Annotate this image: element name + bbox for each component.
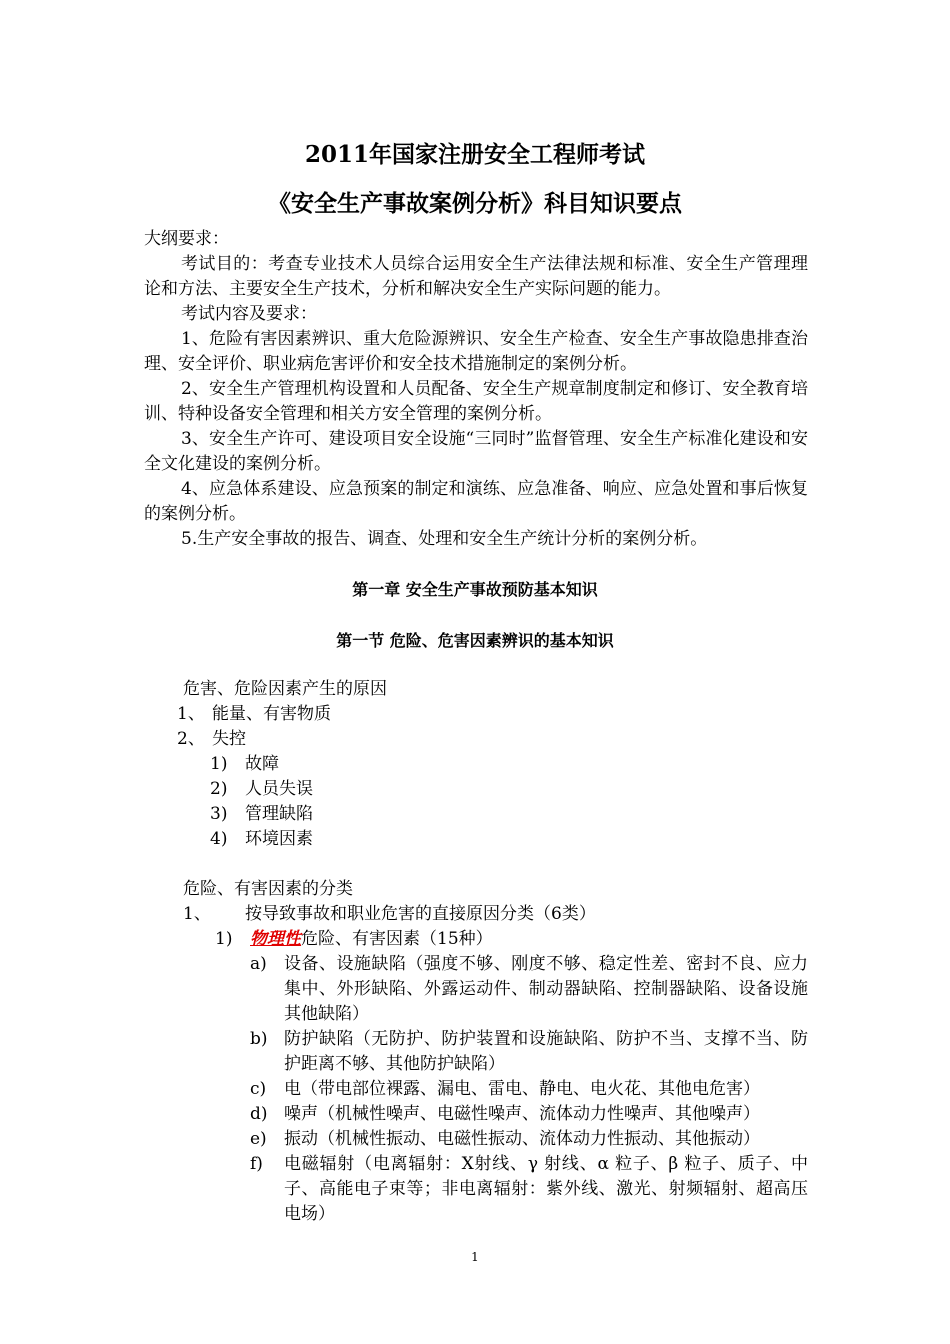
requirement-3: 3、安全生产许可、建设项目安全设施“三同时”监督管理、安全生产标准化建设和安全文化建设的案例分析。: [144, 429, 808, 474]
letter-item: 设备、设施缺陷（强度不够、刚度不够、稳定性差、密封不良、应力集中、外形缺陷、外露运动件、制动器缺陷、控制器缺陷、设备设施其他缺陷）: [284, 954, 808, 1024]
sub-item: 故障: [245, 754, 279, 774]
letter-item: 防护缺陷（无防护、防护装置和设施缺陷、防护不当、支撑不当、防护距离不够、其他防护缺陷）: [284, 1029, 808, 1074]
letter-item-number: a): [250, 954, 267, 974]
letter-item: 电（带电部位裸露、漏电、雷电、静电、电火花、其他电危害）: [284, 1079, 760, 1099]
sub-item: 环境因素: [245, 829, 313, 849]
list-item-number: 1、: [183, 904, 211, 924]
list-item: 按导致事故和职业危害的直接原因分类（6类）: [245, 904, 596, 924]
exam-purpose: 考试目的：考查专业技术人员综合运用安全生产法律法规和标准、安全生产管理理论和方法、主要安全生产技术，分析和解决安全生产实际问题的能力。: [144, 254, 808, 299]
document-subtitle: 《安全生产事故案例分析》科目知识要点: [268, 190, 682, 217]
classification-heading: 危险、有害因素的分类: [183, 879, 353, 899]
letter-item: 电磁辐射（电离辐射：X射线、γ 射线、α 粒子、β 粒子、质子、中子、高能电子束等；非电离辐射：紫外线、激光、射频辐射、超高压电场）: [284, 1154, 808, 1224]
sub-item: [250, 927, 493, 952]
outline-label: 大纲要求：: [144, 229, 229, 249]
sub-item-number: 4): [210, 829, 228, 849]
letter-item-number: d): [250, 1104, 268, 1124]
requirement-1: 1、危险有害因素辨识、重大危险源辨识、安全生产检查、安全生产事故隐患排查治理、安全评价、职业病危害评价和安全技术措施制定的案例分析。: [144, 329, 808, 374]
sub-item-number: 2): [210, 779, 228, 799]
content-label: 考试内容及要求：: [181, 304, 317, 324]
section-heading: 第一节 危险、危害因素辨识的基本知识: [336, 631, 614, 650]
sub-item: 人员失误: [245, 779, 313, 799]
requirement-2: 2、安全生产管理机构设置和人员配备、安全生产规章制度制定和修订、安全教育培训、特种设备安全管理和相关方安全管理的案例分析。: [144, 379, 808, 424]
chapter-heading: 第一章 安全生产事故预防基本知识: [352, 580, 598, 599]
document-title: 2011年国家注册安全工程师考试: [304, 141, 645, 168]
sub-item-rest: 危险、有害因素（15种）: [301, 929, 493, 949]
letter-item-number: c): [250, 1079, 267, 1099]
requirement-5: 5.生产安全事故的报告、调查、处理和安全生产统计分析的案例分析。: [181, 529, 708, 549]
causes-heading: 危害、危险因素产生的原因: [183, 679, 387, 699]
letter-item-number: e): [250, 1129, 267, 1149]
letter-item-number: b): [250, 1029, 268, 1049]
requirement-4: 4、应急体系建设、应急预案的制定和演练、应急准备、响应、应急处置和事后恢复的案例分析。: [144, 479, 808, 524]
list-item: 失控: [212, 729, 246, 749]
letter-item: 噪声（机械性噪声、电磁性噪声、流体动力性噪声、其他噪声）: [284, 1104, 760, 1124]
sub-item-number: 1): [210, 754, 228, 774]
sub-item-number: 1): [215, 929, 233, 949]
list-item-number: 1、: [177, 704, 205, 724]
letter-item-number: f): [250, 1154, 263, 1174]
list-item: 能量、有害物质: [212, 704, 331, 724]
list-item-number: 2、: [177, 729, 205, 749]
sub-item-number: 3): [210, 804, 228, 824]
sub-item: 管理缺陷: [245, 804, 313, 824]
physical-emphasis: 物理性: [250, 929, 301, 949]
letter-item: 振动（机械性振动、电磁性振动、流体动力性振动、其他振动）: [284, 1129, 760, 1149]
page-number: 1: [471, 1250, 479, 1264]
